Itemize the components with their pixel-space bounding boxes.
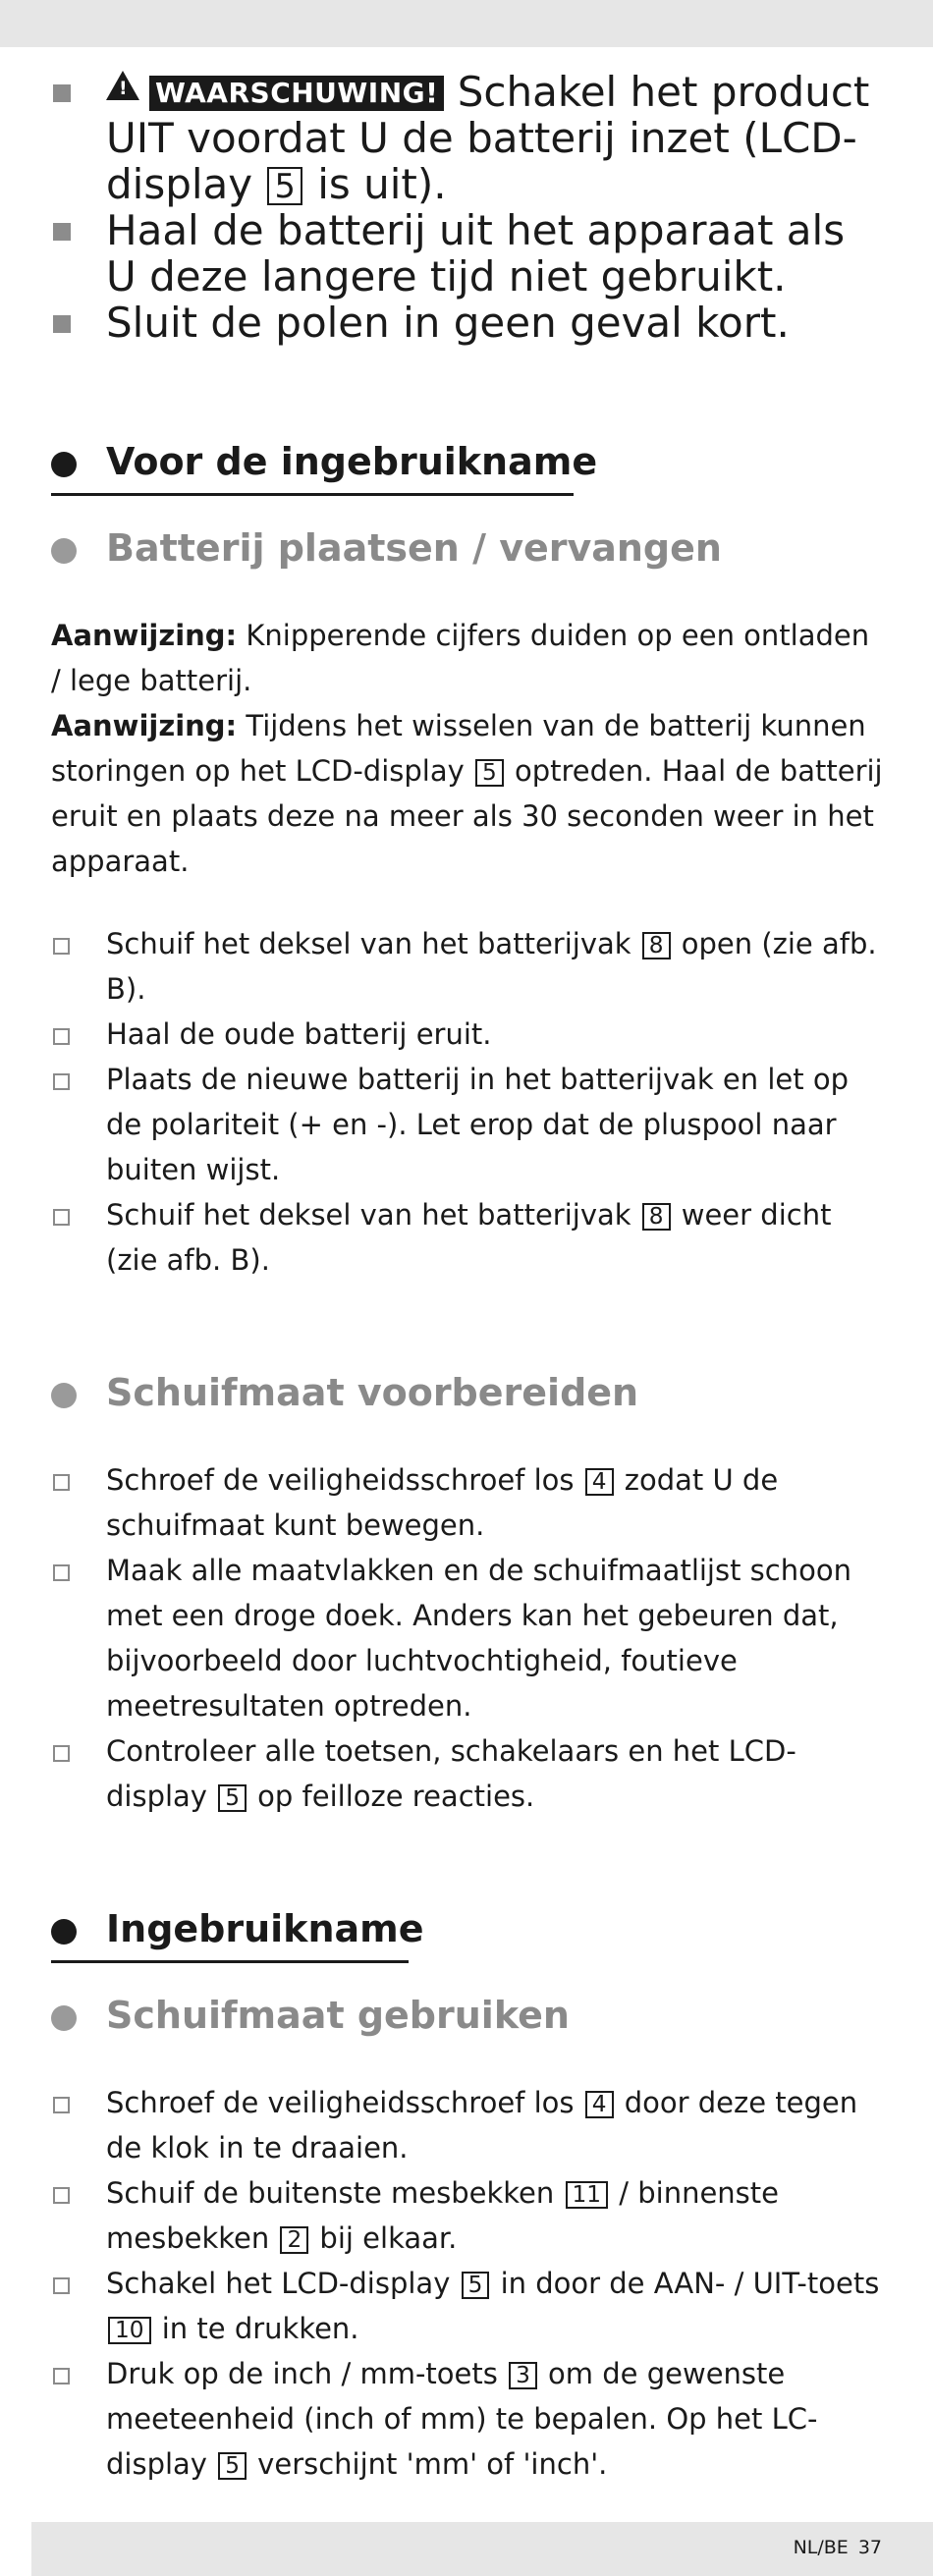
footer-language: NL/BE	[793, 2537, 849, 2558]
manual-page-content	[51, 69, 886, 2487]
step-text: weer dicht (zie afb. B).	[106, 1198, 832, 1277]
step-text: Schroef de veiligheidsschroef los	[106, 2086, 583, 2119]
step-list	[51, 921, 886, 1283]
step-text: Schuif het deksel van het batterijvak	[106, 927, 640, 960]
part-ref: 11	[566, 2181, 609, 2209]
step-text: op feilloze reacties.	[247, 1780, 535, 1813]
part-ref: 5	[267, 167, 302, 205]
step-text: Schuif de buitenste mesbekken	[106, 2176, 564, 2210]
checkbox-bullet-icon	[53, 2277, 70, 2294]
note-label: Aanwijzing:	[51, 709, 238, 742]
step-item	[51, 1192, 886, 1283]
part-ref: 5	[218, 2452, 247, 2480]
step-item	[51, 1728, 886, 1819]
section-heading-text: Voor de ingebruikname	[106, 440, 598, 483]
note-text: optreden. Haal de batterij eruit en plaats deze na meer als 30 seconden weer in het apparaat.	[51, 754, 883, 878]
square-bullet-icon	[53, 223, 71, 241]
note-text: Knipperende cijfers duiden op een ontladen / lege batterij.	[51, 619, 870, 697]
part-ref: 8	[642, 1203, 671, 1231]
checkbox-bullet-icon	[53, 1564, 70, 1581]
warning-item	[51, 207, 886, 300]
part-ref: 5	[462, 2272, 490, 2299]
part-ref: 5	[475, 759, 504, 787]
step-text: bij elkaar.	[310, 2221, 458, 2255]
step-text: verschijnt 'mm' of 'inch'.	[247, 2447, 608, 2481]
page-footer	[784, 2537, 882, 2558]
step-list	[51, 2080, 886, 2487]
step-item	[51, 2170, 886, 2261]
step-list	[51, 1457, 886, 1819]
square-bullet-icon	[53, 84, 71, 102]
step-item	[51, 1457, 886, 1548]
step-text: Haal de oude batterij eruit.	[106, 1017, 492, 1051]
subsection-heading	[51, 1371, 886, 1420]
heading-underline	[51, 1960, 409, 1963]
subsection-heading-text: Schuifmaat gebruiken	[106, 1994, 570, 2037]
step-item	[51, 2351, 886, 2487]
checkbox-bullet-icon	[53, 2187, 70, 2204]
checkbox-bullet-icon	[53, 1028, 70, 1045]
part-ref: 8	[642, 932, 671, 959]
step-item	[51, 1012, 886, 1057]
part-ref: 2	[280, 2226, 308, 2254]
subsection-heading	[51, 526, 886, 575]
warning-label: WAARSCHUWING!	[149, 76, 444, 111]
bullet-dot-icon	[51, 2005, 77, 2031]
bullet-dot-icon	[51, 1383, 77, 1408]
note-label: Aanwijzing:	[51, 619, 238, 652]
step-text: Maak alle maatvlakken en de schuifmaatlijst schoon met een droge doek. Anders kan het gebeuren dat, bijvoorbeeld door luchtvochtigheid, foutieve meetresultaten optreden.	[106, 1554, 851, 1723]
bottom-notch	[0, 2522, 31, 2576]
step-item	[51, 1548, 886, 1728]
step-text: open (zie afb. B).	[106, 927, 877, 1006]
part-ref: 3	[509, 2362, 537, 2389]
warning-text: Sluit de polen in geen geval kort.	[106, 299, 790, 347]
section-heading-text: Ingebruikname	[106, 1907, 424, 1950]
note-paragraph	[51, 703, 886, 884]
step-text: / binnenste mesbekken	[106, 2176, 779, 2255]
bullet-dot-icon	[51, 452, 77, 477]
bullet-dot-icon	[51, 1919, 77, 1945]
step-text: in door de AAN- / UIT-toets	[491, 2267, 880, 2300]
warning-item	[51, 300, 886, 346]
step-item	[51, 921, 886, 1012]
step-item	[51, 2261, 886, 2351]
subsection-heading	[51, 1994, 886, 2043]
part-ref: 10	[108, 2317, 151, 2344]
subsection-heading-text: Schuifmaat voorbereiden	[106, 1371, 639, 1414]
step-text: Plaats de nieuwe batterij in het batterijvak en let op de polariteit (+ en -). Let erop dat de pluspool naar buiten wijst.	[106, 1063, 849, 1186]
step-text: door deze tegen de klok in te draaien.	[106, 2086, 858, 2165]
subsection-heading-text: Batterij plaatsen / vervangen	[106, 526, 722, 570]
part-ref: 4	[585, 1468, 614, 1496]
step-text: Schroef de veiligheidsschroef los	[106, 1463, 583, 1497]
warning-triangle-icon	[106, 71, 139, 100]
note-text: Tijdens het wisselen van de batterij kunnen storingen op het LCD-display	[51, 709, 866, 788]
step-text: Druk op de inch / mm-toets	[106, 2357, 508, 2390]
checkbox-bullet-icon	[53, 1745, 70, 1762]
section-heading	[51, 1907, 886, 1964]
step-text: Schakel het LCD-display	[106, 2267, 460, 2300]
checkbox-bullet-icon	[53, 1073, 70, 1090]
warning-list	[51, 69, 886, 346]
step-text: om de gewenste meeteenheid (inch of mm) te bepalen. Op het LC-display	[106, 2357, 818, 2481]
warning-text: is uit).	[303, 160, 447, 208]
section-heading	[51, 440, 886, 497]
part-ref: 5	[218, 1784, 247, 1812]
checkbox-bullet-icon	[53, 1474, 70, 1491]
note-paragraph	[51, 613, 886, 703]
step-text: zodat U de schuifmaat kunt bewegen.	[106, 1463, 779, 1542]
checkbox-bullet-icon	[53, 2097, 70, 2113]
page-number: 37	[857, 2537, 882, 2558]
heading-underline	[51, 493, 574, 496]
square-bullet-icon	[53, 315, 71, 333]
bullet-dot-icon	[51, 538, 77, 564]
step-text: Controleer alle toetsen, schakelaars en het LCD-display	[106, 1734, 796, 1813]
warning-text: Haal de batterij uit het apparaat als U deze langere tijd niet gebruikt.	[106, 206, 846, 301]
step-item	[51, 1057, 886, 1192]
part-ref: 4	[585, 2091, 614, 2118]
step-text: in te drukken.	[152, 2312, 359, 2345]
top-margin-bar	[0, 0, 933, 47]
step-item	[51, 2080, 886, 2170]
checkbox-bullet-icon	[53, 938, 70, 955]
checkbox-bullet-icon	[53, 1209, 70, 1226]
warning-text: Schakel het product UIT voordat U de batterij inzet (LCD-display	[106, 68, 870, 208]
warning-item	[51, 69, 886, 207]
step-text: Schuif het deksel van het batterijvak	[106, 1198, 640, 1232]
checkbox-bullet-icon	[53, 2368, 70, 2384]
